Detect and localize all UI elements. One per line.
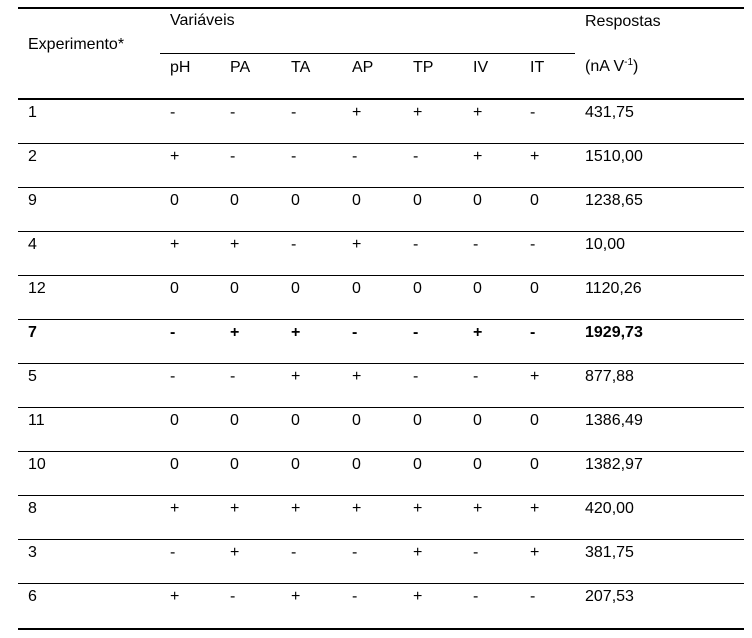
cell-variable-tp: +	[413, 544, 423, 561]
cell-variable-ph: 0	[170, 280, 179, 297]
cell-variable-it: 0	[530, 280, 539, 297]
cell-variable-tp: 0	[413, 192, 422, 209]
cell-variable-iv: +	[473, 104, 483, 121]
cell-variable-tp: -	[413, 236, 419, 253]
cell-variable-ta: +	[291, 588, 301, 605]
cell-variable-ta: -	[291, 148, 297, 165]
cell-variable-ta: 0	[291, 456, 300, 473]
cell-experiment: 8	[28, 500, 37, 517]
table-top-rule	[18, 7, 744, 9]
cell-variable-it: +	[530, 368, 540, 385]
cell-variable-ap: 0	[352, 280, 361, 297]
cell-variable-ap: +	[352, 500, 362, 517]
cell-variable-ph: +	[170, 148, 180, 165]
cell-variable-ph: 0	[170, 456, 179, 473]
cell-variable-pa: 0	[230, 192, 239, 209]
cell-response: 1510,00	[585, 148, 643, 165]
table-row	[0, 232, 752, 276]
cell-variable-ph: -	[170, 368, 176, 385]
cell-variable-ph: +	[170, 500, 180, 517]
cell-variable-ap: +	[352, 236, 362, 253]
table-row	[0, 276, 752, 320]
cell-experiment: 3	[28, 544, 37, 561]
cell-variable-it: -	[530, 104, 536, 121]
cell-response: 1238,65	[585, 192, 643, 209]
cell-variable-tp: +	[413, 500, 423, 517]
table-row	[0, 100, 752, 144]
cell-variable-it: -	[530, 236, 536, 253]
header-var-tp: TP	[413, 59, 434, 76]
cell-response: 381,75	[585, 544, 634, 561]
cell-variable-tp: 0	[413, 280, 422, 297]
cell-variable-it: +	[530, 500, 540, 517]
cell-experiment: 1	[28, 104, 37, 121]
cell-variable-tp: +	[413, 588, 423, 605]
cell-experiment: 2	[28, 148, 37, 165]
cell-variable-ph: -	[170, 104, 176, 121]
header-responses-unit	[585, 58, 638, 76]
cell-variable-iv: +	[473, 324, 483, 341]
header-var-pa: PA	[230, 59, 251, 76]
cell-variable-ta: -	[291, 236, 297, 253]
cell-experiment: 4	[28, 236, 37, 253]
cell-variable-ap: 0	[352, 456, 361, 473]
cell-variable-tp: -	[413, 324, 419, 341]
cell-variable-tp: +	[413, 104, 423, 121]
header-experiment: Experimento*	[28, 36, 125, 53]
cell-experiment: 7	[28, 324, 37, 341]
cell-variable-ph: -	[170, 324, 176, 341]
cell-variable-ap: -	[352, 588, 358, 605]
cell-variable-pa: +	[230, 236, 240, 253]
cell-variable-ap: -	[352, 148, 358, 165]
cell-variable-ap: +	[352, 104, 362, 121]
table-bottom-rule	[18, 628, 744, 630]
cell-variable-pa: +	[230, 500, 240, 517]
cell-response: 431,75	[585, 104, 634, 121]
table-row	[0, 496, 752, 540]
header-var-iv: IV	[473, 59, 489, 76]
table-row	[0, 364, 752, 408]
cell-response: 10,00	[585, 236, 626, 253]
table-row	[0, 320, 752, 364]
cell-variable-pa: -	[230, 368, 236, 385]
cell-experiment: 5	[28, 368, 37, 385]
cell-variable-ph: 0	[170, 412, 179, 429]
cell-variable-ap: +	[352, 368, 362, 385]
cell-variable-it: 0	[530, 412, 539, 429]
header-var-it: IT	[530, 59, 545, 76]
cell-variable-ta: +	[291, 324, 301, 341]
cell-variable-ta: -	[291, 104, 297, 121]
cell-response: 1120,26	[585, 280, 642, 297]
unit-prefix: (nA V	[585, 58, 625, 75]
table-row	[0, 452, 752, 496]
cell-variable-iv: 0	[473, 280, 482, 297]
cell-variable-pa: +	[230, 544, 240, 561]
cell-variable-ap: -	[352, 324, 358, 341]
cell-variable-pa: -	[230, 148, 236, 165]
cell-response: 420,00	[585, 500, 634, 517]
cell-variable-it: 0	[530, 456, 539, 473]
header-variables: Variáveis	[170, 12, 235, 29]
cell-variable-tp: -	[413, 368, 419, 385]
cell-variable-ta: -	[291, 544, 297, 561]
cell-response: 877,88	[585, 368, 634, 385]
cell-variable-pa: -	[230, 104, 236, 121]
cell-variable-ph: +	[170, 236, 180, 253]
cell-variable-iv: 0	[473, 192, 482, 209]
cell-variable-iv: -	[473, 236, 479, 253]
cell-variable-ta: +	[291, 500, 301, 517]
table-row	[0, 144, 752, 188]
cell-response: 1929,73	[585, 324, 643, 341]
cell-variable-pa: 0	[230, 412, 239, 429]
cell-variable-iv: +	[473, 148, 483, 165]
cell-variable-it: -	[530, 588, 536, 605]
cell-variable-tp: 0	[413, 456, 422, 473]
cell-variable-pa: 0	[230, 456, 239, 473]
cell-variable-it: -	[530, 324, 536, 341]
cell-variable-ta: 0	[291, 192, 300, 209]
table-row	[0, 584, 752, 628]
cell-experiment: 6	[28, 588, 37, 605]
cell-variable-iv: 0	[473, 412, 482, 429]
header-var-ph: pH	[170, 59, 191, 76]
cell-response: 207,53	[585, 588, 634, 605]
cell-experiment: 10	[28, 456, 46, 473]
cell-variable-pa: 0	[230, 280, 239, 297]
header-responses: Respostas	[585, 13, 661, 30]
table-row	[0, 540, 752, 584]
cell-variable-tp: -	[413, 148, 419, 165]
cell-response: 1386,49	[585, 412, 643, 429]
cell-experiment: 12	[28, 280, 46, 297]
unit-exponent: -1	[624, 57, 634, 68]
cell-variable-ap: 0	[352, 412, 361, 429]
cell-variable-ta: +	[291, 368, 301, 385]
cell-variable-ph: 0	[170, 192, 179, 209]
cell-variable-ap: 0	[352, 192, 361, 209]
cell-variable-it: +	[530, 544, 540, 561]
header-var-ap: AP	[352, 59, 374, 76]
variables-group-rule	[160, 53, 575, 54]
cell-variable-iv: -	[473, 368, 479, 385]
cell-variable-ap: -	[352, 544, 358, 561]
cell-variable-tp: 0	[413, 412, 422, 429]
cell-variable-iv: -	[473, 588, 479, 605]
cell-variable-iv: +	[473, 500, 483, 517]
unit-suffix: )	[633, 58, 639, 75]
cell-variable-ta: 0	[291, 280, 300, 297]
cell-experiment: 11	[28, 412, 45, 429]
cell-variable-ta: 0	[291, 412, 300, 429]
cell-variable-it: 0	[530, 192, 539, 209]
cell-variable-it: +	[530, 148, 540, 165]
cell-variable-ph: +	[170, 588, 180, 605]
cell-variable-iv: 0	[473, 456, 482, 473]
cell-response: 1382,97	[585, 456, 643, 473]
cell-variable-iv: -	[473, 544, 479, 561]
cell-experiment: 9	[28, 192, 37, 209]
table-row	[0, 188, 752, 232]
cell-variable-pa: -	[230, 588, 236, 605]
cell-variable-ph: -	[170, 544, 176, 561]
header-var-ta: TA	[291, 59, 311, 76]
cell-variable-pa: +	[230, 324, 240, 341]
table-row	[0, 408, 752, 452]
